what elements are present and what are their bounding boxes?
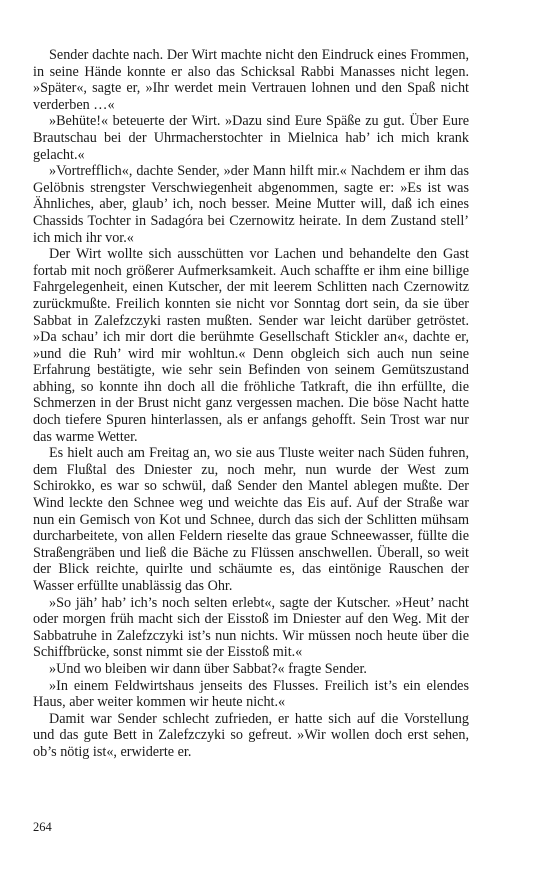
paragraph-7: »Und wo bleiben wir dann über Sabbat?« fragte Sender. [49, 660, 367, 677]
paragraph-9: Damit war Sender schlecht zufrieden, er hatte sich auf die Vorstellung und das gute Bett in Zalefzczyki so gefreut. »Wir wollen doch erst sehen, ob’s nötig ist«, erwiderte er. [33, 710, 469, 760]
paragraph-6: »So jäh’ hab’ ich’s noch selten erlebt«, sagte der Kutscher. »Heut’ nacht oder morgen früh macht sich der Eisstoß im Dniester auf den Weg. Mit der Sabbatruhe in Zalefzczyki ist’s nun nichts. Wir müssen noch heute über die Schiffbrücke, sonst nimmt sie der Eisstoß mit.« [33, 594, 469, 661]
paragraph-2: »Behüte!« beteuerte der Wirt. »Dazu sind Eure Späße zu gut. Über Eure Brautschau bei der Uhrmacherstochter in Mielnica hab’ ich mich krank gelacht.« [33, 113, 469, 163]
paragraph-3: »Vortrefflich«, dachte Sender, »der Mann hilft mir.« Nachdem er ihm das Gelöbnis strengster Verschwiegenheit abgenommen, sagte er: »Es ist was Ähnliches, aber, glaub’ ich, noch besser. Meine Mutter will, daß ich eines Chassids Tochter in Sadagóra bei Czernowitz heirate. In dem Zustand stell’ ich mich ihr vor.« [33, 163, 469, 246]
paragraph-8: »In einem Feldwirtshaus jenseits des Flusses. Freilich ist’s ein elendes Haus, aber weiter kommen wir heute nicht.« [33, 677, 469, 711]
page-number: 264 [33, 820, 52, 834]
body-text [33, 47, 469, 761]
paragraph-5: Es hielt auch am Freitag an, wo sie aus Tluste weiter nach Süden fuhren, dem Flußtal des Dniester zu, noch mehr, nun wurde der West zum Schirokko, es war so schwül, daß Sender den Mantel ablegen mußte. Der Wind leckte den Schnee weg und weichte das Eis auf. Auf der Straße war nun ein Gemisch von Kot und Schnee, durch das sich der Schlitten mühsam durcharbeitete, von allen Feldern rieselte das graue Schneewasser, füllte die Straßengräben und ließ die Bäche zu Flüssen anschwellen. Überall, so weit der Blick reichte, quirlte und schäumte es, das eintönige Rauschen der Wasser erfüllte unablässig das Ohr. [33, 445, 469, 594]
paragraph-4: Der Wirt wollte sich ausschütten vor Lachen und behandelte den Gast fortab mit noch größerer Aufmerksamkeit. Auch schaffte er ihm eine billige Fahrgelegenheit, einen Kutscher, der mit leerem Schlitten nach Czernowitz zurückmußte. Freilich konnten sie nicht vor Sonntag dort sein, da sie über Sabbat in Zalefzczyki rasten mußten. Sender war leicht darüber getröstet. »Da schau’ ich mir dort die berühmte Gesellschaft Stickler an«, dachte er, »und die Ruh’ wird mir wohltun.« Denn obgleich sich auch nun seine Erfahrung bestätigte, wie sehr sein Befinden von seinem Gemütszustand abhing, so konnte ihn doch all die fröhliche Tatkraft, die ihn erfüllte, die Schmerzen in der Brust nicht ganz vergessen machen. Die böse Nacht hatte doch tiefere Spuren hinterlassen, als er anfangs gehofft. Sein Trost war nur das warme Wetter. [33, 246, 469, 445]
paragraph-1: Sender dachte nach. Der Wirt machte nicht den Eindruck eines Frommen, in seine Hände konnte er also das Schicksal Rabbi Manasses nicht legen. »Später«, sagte er, »Ihr werdet mein Vertrauen lohnen und den Spaß nicht verderben …« [33, 47, 469, 113]
